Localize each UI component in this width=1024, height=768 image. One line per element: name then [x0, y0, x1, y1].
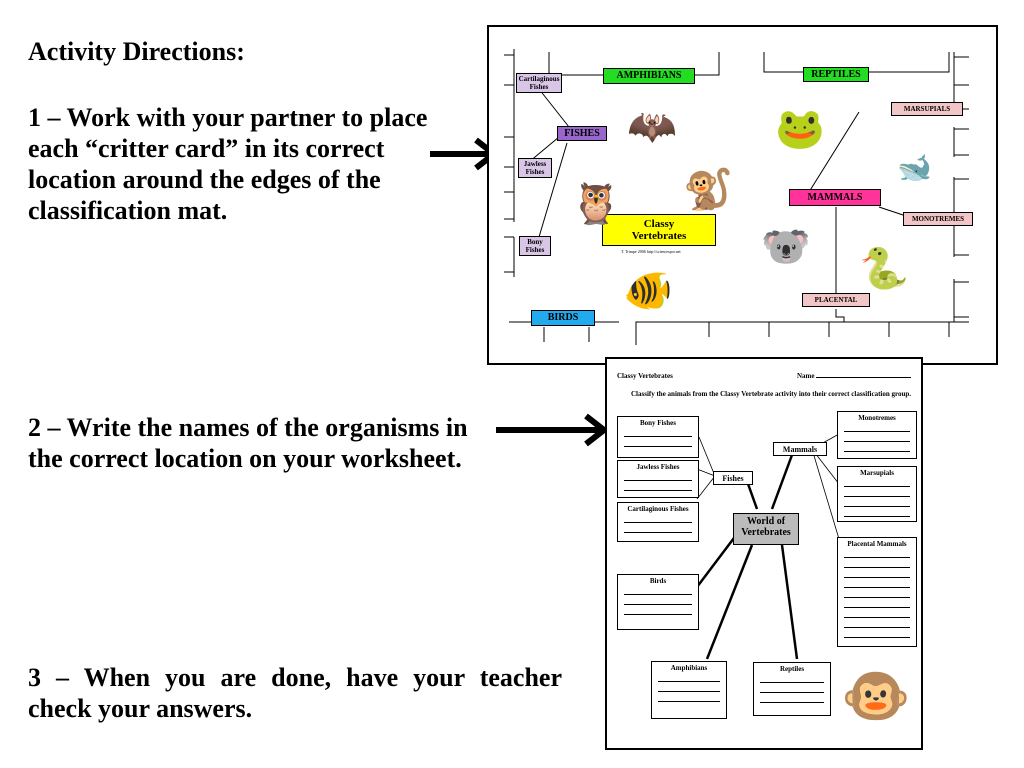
worksheet-center-line1: World of [746, 516, 786, 527]
direction-step-1: 1 – Work with your partner to place each “critter card” in its correct location around the edges of the classification mat. [28, 103, 428, 225]
box-marsupials[interactable] [837, 466, 917, 522]
box-title: Cartilaginous Fishes [627, 505, 689, 513]
box-title: Bony Fishes [640, 419, 676, 427]
worksheet-node-mammals: Mammals [773, 442, 827, 456]
worksheet-name-label [797, 372, 911, 380]
worksheet-node-fishes: Fishes [713, 471, 753, 485]
snake-icon: 🐍 [859, 246, 909, 291]
box-cartilaginous-fishes[interactable] [617, 502, 699, 542]
owl-icon: 🦉 [571, 181, 621, 226]
label-placental: PLACENTAL [802, 293, 870, 307]
worksheet-instructions: Classify the animals from the Classy Vertebrate activity into their correct classification group. [631, 390, 912, 398]
label-reptiles: REPTILES [803, 67, 869, 82]
box-title: Reptiles [779, 665, 805, 673]
direction-step-3: 3 – When you are done, have your teacher check your answers. [28, 663, 562, 723]
label-bony-fishes: Bony Fishes [519, 236, 551, 256]
koala-icon: 🐨 [761, 224, 811, 269]
label-fishes: FISHES [557, 126, 607, 141]
box-title: Birds [649, 577, 667, 585]
box-title: Amphibians [670, 664, 708, 672]
box-bony-fishes[interactable] [617, 416, 699, 458]
name-line[interactable] [816, 377, 911, 378]
label-cartilaginous-fishes: Cartilaginous Fishes [516, 73, 562, 93]
directions-title: Activity Directions: [28, 37, 245, 66]
box-title: Monotremes [858, 414, 896, 422]
whale-icon: 🐋 [897, 153, 932, 184]
worksheet [605, 357, 923, 750]
frog-icon: 🐸 [775, 106, 825, 151]
fish-icon: 🐠 [623, 268, 673, 313]
box-monotremes[interactable] [837, 411, 917, 459]
name-label-text: Name [797, 372, 815, 380]
arrow-icon [494, 410, 612, 450]
worksheet-title: Classy Vertebrates [617, 372, 673, 380]
box-placental-mammals[interactable] [837, 537, 917, 647]
box-birds[interactable] [617, 574, 699, 630]
direction-step-2: 2 – Write the names of the organisms in the correct location on your worksheet. [28, 413, 468, 473]
monkey-writing-icon: 🐵 [841, 666, 911, 728]
box-title: Jawless Fishes [636, 463, 680, 471]
label-marsupials: MARSUPIALS [891, 102, 963, 116]
box-amphibians[interactable] [651, 661, 727, 719]
label-birds: BIRDS [531, 310, 595, 326]
label-amphibians: AMPHIBIANS [603, 68, 695, 84]
bat-icon: 🦇 [627, 104, 677, 149]
label-mammals: MAMMALS [789, 189, 881, 206]
mat-center-line2: Vertebrates [631, 230, 687, 242]
mat-center-line1: Classy [643, 218, 675, 230]
worksheet-center-node [733, 513, 799, 545]
box-title: Marsupials [860, 469, 894, 477]
monkey-icon: 🐒 [683, 167, 733, 212]
box-reptiles[interactable] [753, 662, 831, 716]
worksheet-center-line2: Vertebrates [741, 527, 791, 538]
classification-mat [487, 25, 998, 365]
label-monotremes: MONOTREMES [903, 212, 973, 226]
mat-credit: T. Trimpe 2006 http://sciencespot.net [621, 249, 681, 254]
box-title: Placental Mammals [847, 540, 907, 548]
label-jawless-fishes: Jawless Fishes [518, 158, 552, 178]
box-jawless-fishes[interactable] [617, 460, 699, 498]
